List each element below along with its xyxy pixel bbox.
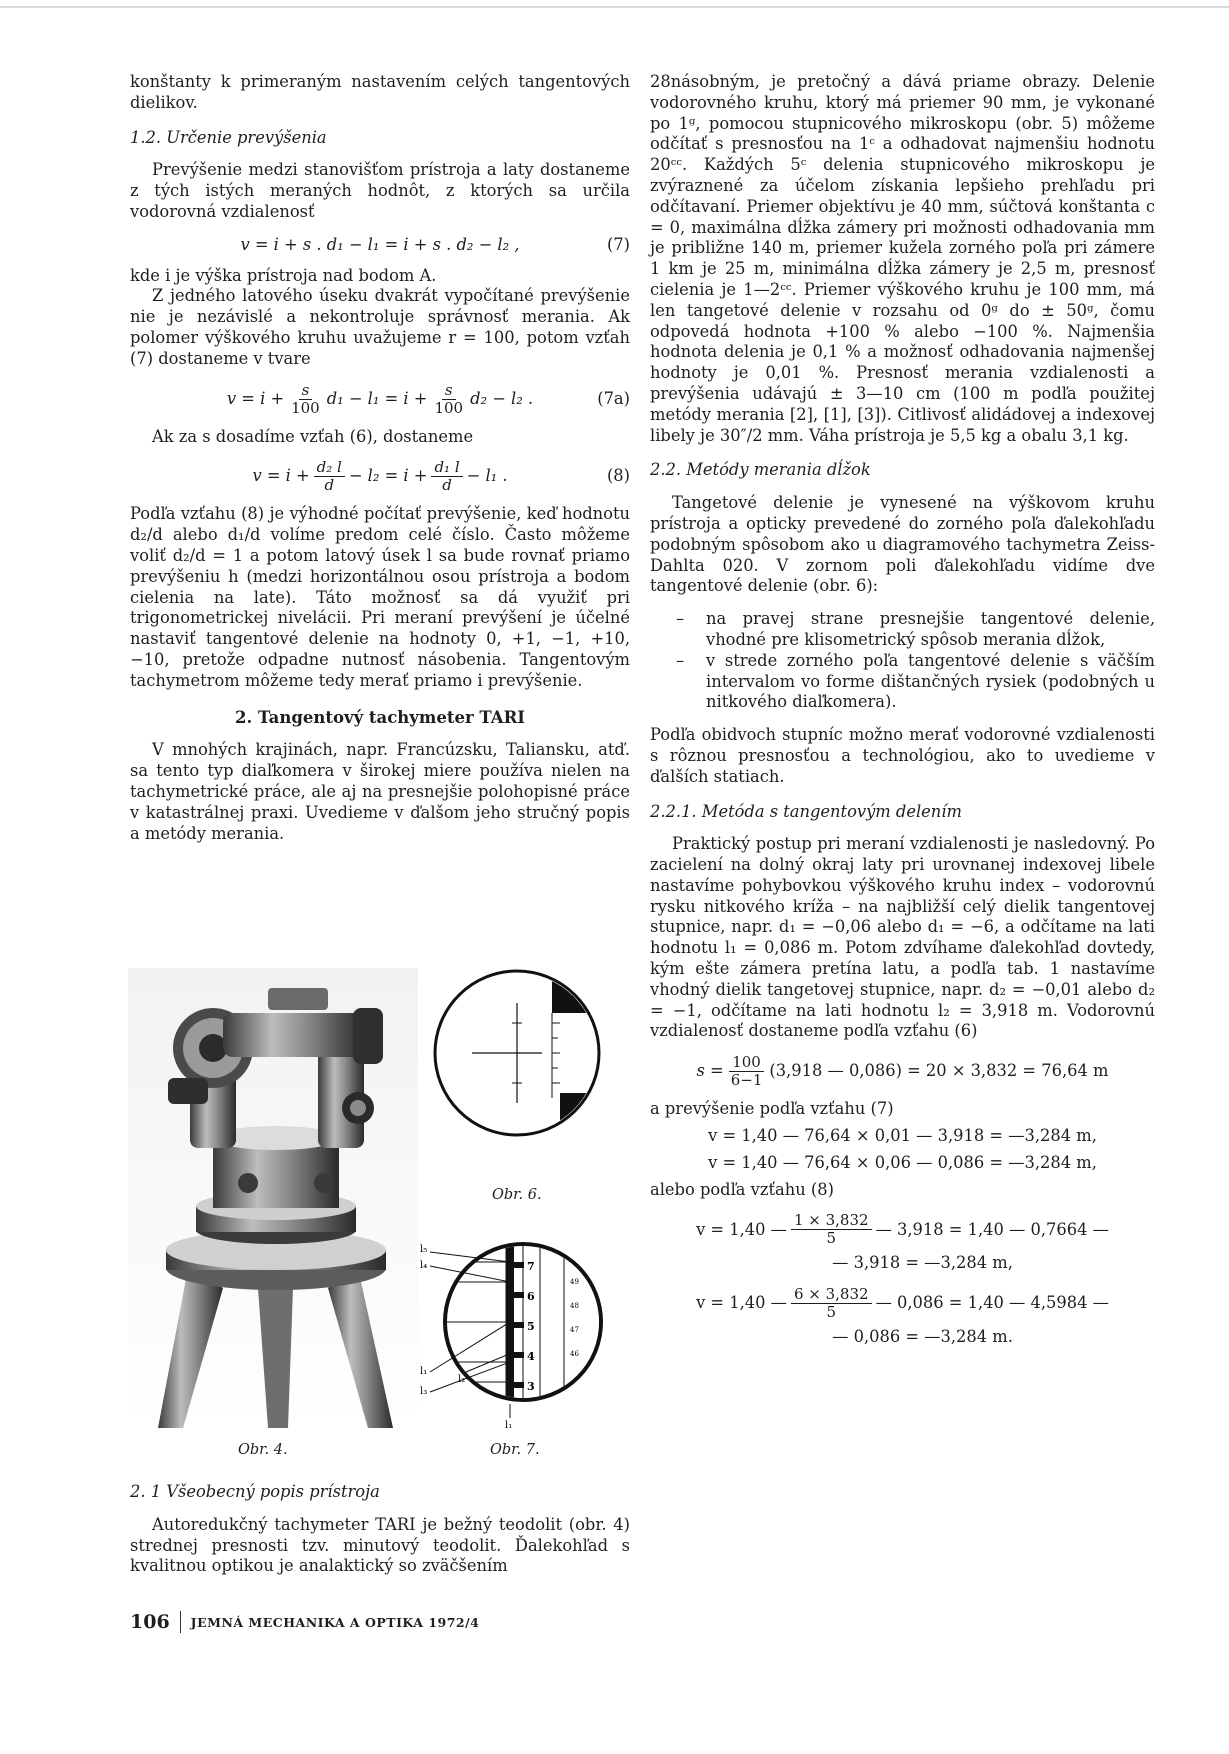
denominator: 5 <box>826 1303 837 1322</box>
paragraph: 28násobným, je pretočný a dává priame obrazy. Delenie vodorovného kruhu, ktorý má priemer 90 mm, je vykonané po 1ᵍ, pomocou stupnicového mikroskopu (obr. 5) môžeme odčítať s presnosťou na 1ᶜ a odhadovat najmenšiu hodnotu 20ᶜᶜ. Každých 5ᶜ delenia stupnicového mikroskopu je zvýraznené za účelom získania lepšieho prehľadu pri odčítavaní. Priemer objektívu je 40 mm, súčtová konštanta c = 0, maximálna dĺžka zámery pri možnosti odhadovania mm je približne 140 m, priemer kužela zorného poľa pri zámere 1 km je 25 m, minimálna dĺžka zámery je 2,5 m, presnosť cielenia je 1—2ᶜᶜ. Priemer výškového kruhu je 100 mm, má len tangetové delenie v rozsahu od 0ᵍ do ± 50ᵍ, čomu odpovedá hodnota +100 % alebo −100 %. Najmenšia hodnota delenia je 0,1 % a možnosť odhadovania najmenšej hodnoty je 0,01 %. Presnosť merania vzdialenosti a prevýšenia udávajú ± 3—10 cm (100 m podľa použitej metódy merania [2], [1], [3]). Citlivosť alidádovej a indexovej libely je 30″/2 mm. Váha prístroja je 5,5 kg a obalu 3,1 kg. <box>650 72 1155 445</box>
fig7-rod-number: 6 <box>527 1290 535 1303</box>
section-heading: 2. 1 Všeobecný popis prístroja <box>130 1482 380 1501</box>
fig7-scale-number: 48 <box>570 1302 579 1310</box>
figure-7-caption: Obr. 7. <box>490 1442 540 1458</box>
paragraph: Podľa vzťahu (8) je výhodné počítať prevýšenie, keď hodnotu d₂/d alebo d₁/d volíme predom celé číslo. Často môžeme voliť d₂/d = 1 a potom latový úsek l sa bude rovnať priamo prevýšeniu h (medzi horizontálnou osou prístroja a bodom cielenia na late). Táto možnosť sa dá využiť pri trigonometrickej nivelácii. Pri meraní prevýšení je účelné nastaviť tangentové delenie na hodnoty 0, +1, −1, +10, −10, pretože odpadne nutnosť násobenia. Tangentovým tachymetrom môžeme tedy merať priamo i prevýšenie. <box>130 504 630 690</box>
equation-w1-cont <box>650 1253 1155 1274</box>
bullet-dash: – <box>676 609 685 629</box>
equation-number: (7) <box>606 234 630 254</box>
figure-4-instrument-photo <box>128 968 418 1428</box>
list-item <box>676 609 1155 651</box>
chapter-heading: 2. Tangentový tachymeter TARI <box>235 707 525 727</box>
equation-w1 <box>650 1212 1155 1247</box>
left-column <box>130 72 630 844</box>
fraction <box>791 1212 872 1247</box>
fig7-label: l₂ <box>458 1374 466 1385</box>
equation-part: d₂ − l₂ . <box>470 388 534 408</box>
denominator: 100 <box>434 398 464 417</box>
paragraph: a prevýšenie podľa vzťahu (7) <box>650 1099 894 1119</box>
section-heading: 2.2.1. Metóda s tangentovým delením <box>650 801 962 821</box>
numerator: d₁ l <box>431 459 462 477</box>
fraction <box>288 382 323 417</box>
paragraph: kde i je výška prístroja nad bodom A. <box>130 265 437 285</box>
section-heading: 1.2. Určenie prevýšenia <box>130 127 327 147</box>
denominator: d <box>324 476 335 495</box>
fig7-label: l₃ <box>420 1386 428 1397</box>
left-column-bottom <box>130 1482 630 1577</box>
fig7-label: l₁ <box>505 1420 513 1431</box>
figure-6-reticle <box>432 968 602 1138</box>
equation-7 <box>130 235 630 256</box>
fig7-rod-number: 7 <box>527 1260 535 1273</box>
equation-part: v = 1,40 — <box>696 1293 787 1313</box>
equation-s <box>650 1054 1155 1089</box>
equation-number: (7a) <box>597 388 630 408</box>
denominator: 6−1 <box>730 1071 763 1090</box>
equation-part: − l₂ = i + <box>348 466 428 486</box>
footer-divider <box>180 1611 181 1633</box>
equation-text: — 0,086 = —3,284 m. <box>832 1327 1013 1347</box>
equation-part: — 3,918 = 1,40 — 0,7664 — <box>875 1219 1109 1239</box>
paragraph: Ak za s dosadíme vzťah (6), dostaneme <box>152 426 474 446</box>
page-number: 106 <box>130 1611 170 1633</box>
paragraph: Praktický postup pri meraní vzdialenosti je nasledovný. Po zacielení na dolný okraj laty pri urovnanej indexovej libele nastavíme pohybovkou výškového kruhu index – vodorovnú rysku nitkového kríža – na najbližší celý dielik tangentovej stupnice, napr. d₁ = −0,06 alebo d₁ = −6, a odčítame na lati hodnotu l₁ = 0,086 m. Potom zdvíhame ďalekohľad dovtedy, kým ešte zámera pretína latu, a podľa tab. 1 nastavíme vhodný dielik tangetovej stupnice, napr. d₂ = −0,01 alebo d₂ = −1, odčítame na lati hodnotu l₂ = 3,918 m. Vodorovnú vzdialenosť dostaneme podľa vzťahu (6) <box>650 834 1155 1041</box>
fraction <box>431 459 462 494</box>
equation-w2-cont <box>650 1327 1155 1348</box>
figure-4-caption: Obr. 4. <box>238 1442 288 1458</box>
paragraph: konštanty k primeraným nastavením celých tangentových dielikov. <box>130 72 630 112</box>
bullet-dash: – <box>676 650 685 670</box>
equation-part: v = 1,40 — <box>696 1219 787 1239</box>
fraction <box>728 1054 766 1089</box>
numerator: 100 <box>729 1054 764 1072</box>
section-heading: 2.2. Metódy merania dĺžok <box>650 460 871 480</box>
equation-number: (8) <box>606 466 630 486</box>
numerator: 6 × 3,832 <box>791 1286 872 1304</box>
paragraph: alebo podľa vzťahu (8) <box>650 1179 834 1199</box>
paragraph: V mnohých krajinách, napr. Francúzsku, Taliansku, atď. sa tento typ diaľkomera v širokej miere používa nielen na tachymetrické práce, ale aj na presnejšie polohopisné práce v katastrálnej praxi. Uvedieme v ďalšom jeho stručný popis a metódy merania. <box>130 740 630 843</box>
figure-6-caption: Obr. 6. <box>492 1187 542 1203</box>
journal-name: JEMNÁ MECHANIKA A OPTIKA 1972/4 <box>190 1614 480 1630</box>
bullet-list <box>676 609 1155 713</box>
equation-v1 <box>650 1126 1155 1147</box>
equation-part: s = <box>696 1061 724 1081</box>
equation-part: v = i + <box>252 466 310 486</box>
fraction <box>314 459 345 494</box>
fig7-scale-number: 49 <box>570 1278 579 1286</box>
equation-part: d₁ − l₁ = i + <box>326 388 428 408</box>
paragraph: Prevýšenie medzi stanovišťom prístroja a laty dostaneme z tých istých meraných hodnôt, z ktorých sa určila vodorovná vzdialenosť <box>130 160 630 221</box>
numerator: d₂ l <box>314 459 345 477</box>
equation-text: v = i + s . d₁ − l₁ = i + s . d₂ − l₂ , <box>240 234 520 254</box>
fig7-rod-number: 4 <box>527 1350 535 1363</box>
list-item-text: v strede zorného poľa tangentové delenie s väčším intervalom vo forme dištančných rysiek (podobných u nitkového diaľkomera). <box>706 650 1155 712</box>
equation-text: — 3,918 = —3,284 m, <box>832 1253 1013 1273</box>
fig7-rod-number: 3 <box>527 1380 535 1393</box>
denominator: 5 <box>826 1229 837 1248</box>
paragraph: Z jedného latového úseku dvakrát vypočítané prevýšenie nie je nezávislé a nekontroluje správnosť merania. Ak polomer výškového kruhu uvažujeme r = 100, potom vzťah (7) dostaneme v tvare <box>130 286 630 368</box>
paragraph: Tangetové delenie je vynesené na výškovom kruhu prístroja a opticky prevedené do zorného poľa ďalekohľadu podobným spôsobom ako u diagramového tachymetra Zeiss-Dahlta 020. V zornom poli ďalekohľadu vidíme dve tangentové delenie (obr. 6): <box>650 493 1155 596</box>
equation-part: — 0,086 = 1,40 — 4,5984 — <box>875 1293 1109 1313</box>
paragraph: Autoredukčný tachymeter TARI je bežný teodolit (obr. 4) strednej presnosti tzv. minutový teodolit. Ďalekohľad s kvalitnou optikou je analaktický so zväčšením <box>130 1514 630 1576</box>
fig7-scale-number: 47 <box>570 1326 579 1334</box>
list-item <box>676 651 1155 713</box>
equation-8 <box>130 459 630 494</box>
figure-7-reticle-with-rod <box>418 1222 608 1432</box>
numerator: s <box>442 382 456 400</box>
fig7-label: l₅ <box>420 1244 428 1255</box>
numerator: s <box>299 382 313 400</box>
fig7-scale-number: 46 <box>570 1350 579 1358</box>
equation-part: (3,918 — 0,086) = 20 × 3,832 = 76,64 m <box>769 1061 1109 1081</box>
denominator: 100 <box>291 398 320 417</box>
top-rule <box>0 6 1229 8</box>
equation-7a <box>130 382 630 417</box>
equation-text: v = 1,40 — 76,64 × 0,06 — 0,086 = —3,284 m, <box>708 1152 1097 1172</box>
fraction <box>431 382 466 417</box>
denominator: d <box>442 476 452 495</box>
list-item-text: na pravej strane presnejšie tangentové delenie, vhodné pre klisometrický spôsob merania dĺžok, <box>706 609 1155 649</box>
fraction <box>791 1286 872 1321</box>
equation-part: − l₁ . <box>466 466 508 486</box>
fig7-rod-number: 5 <box>527 1320 535 1333</box>
fig7-label: l₄ <box>420 1260 428 1271</box>
equation-part: v = i + <box>226 388 285 408</box>
equation-w2 <box>650 1286 1155 1321</box>
right-column <box>650 72 1155 1354</box>
fig7-label: l₁ <box>420 1366 428 1377</box>
equation-text: v = 1,40 — 76,64 × 0,01 — 3,918 = —3,284 m, <box>708 1126 1097 1146</box>
equation-v2 <box>650 1153 1155 1174</box>
page-footer <box>130 1611 479 1633</box>
numerator: 1 × 3,832 <box>791 1212 872 1230</box>
paragraph: Podľa obidvoch stupníc možno merať vodorovné vzdialenosti s rôznou presnosťou a technológiou, ako to uvedieme v ďalších statiach. <box>650 725 1155 786</box>
